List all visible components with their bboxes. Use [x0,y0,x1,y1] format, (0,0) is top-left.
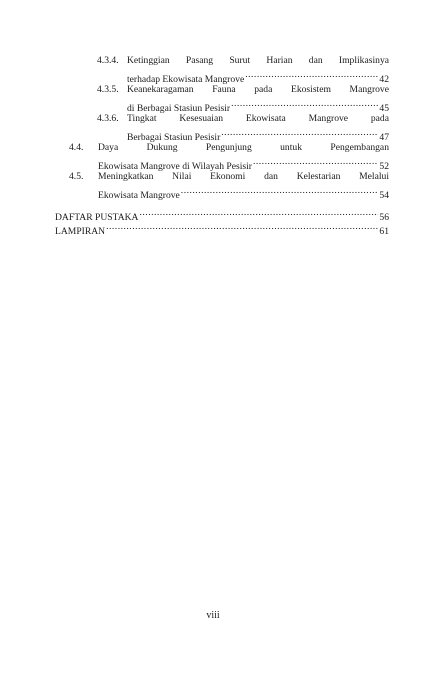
toc-entry-title-line2: di Berbagai Stasiun Pesisir [127,103,231,114]
page-number: viii [206,610,220,621]
toc-entry-4-3-4[interactable] [97,54,389,85]
toc-entry-number: 4.5. [69,171,84,182]
toc-entry-4-4[interactable] [69,141,389,172]
toc-entry-number: 4.3.4. [97,55,119,66]
toc-entry-title-line1: Meningkatkan Nilai Ekonomi dan Kelestarian Melalui [98,171,389,182]
toc-dot-leader [181,184,379,198]
toc-entry-4-3-6[interactable] [97,112,389,143]
toc-entry-4-3-5[interactable] [97,83,389,114]
toc-entry-4-5[interactable] [69,170,389,201]
toc-dot-leader [221,126,378,140]
toc-entry-number: 4.3.5. [97,84,119,95]
toc-entry-title-line1: Ketinggian Pasang Surut Harian dan Implikasinya [127,55,389,66]
toc-entry-daftar-pustaka[interactable] [55,206,389,223]
toc-entry-title-line2: Ekowisata Mangrove [98,190,180,201]
toc-entry-title: DAFTAR PUSTAKA [55,212,139,223]
toc-entry-page: 47 [379,132,389,143]
toc-entry-page: 42 [379,74,389,85]
toc-entry-title-line1: Daya Dukung Pengunjung untuk Pengembangan [98,142,389,153]
toc-entry-number: 4.3.6. [97,113,119,124]
toc-entry-page: 56 [379,212,389,223]
toc-entry-page: 52 [379,161,389,172]
toc-entry-lampiran[interactable] [55,220,389,237]
toc-entry-page: 61 [379,226,389,237]
toc-entry-title-line2: Berbagai Stasiun Pesisir [127,132,221,143]
toc-entry-page: 45 [379,103,389,114]
toc-entry-title-line2: Ekowisata Mangrove di Wilayah Pesisir [98,161,252,172]
toc-entry-page: 54 [379,190,389,201]
toc-dot-leader [231,97,378,111]
toc-entry-title-line2: terhadap Ekowisata Mangrove [127,74,245,85]
toc-entry-title-line1: Tingkat Kesesuaian Ekowisata Mangrove pada [127,113,389,124]
toc-dot-leader [253,155,378,169]
toc-dot-leader [245,68,378,82]
toc-entry-number: 4.4. [69,142,84,153]
toc-dot-leader [106,220,378,234]
toc-dot-leader [140,206,379,220]
toc-entry-title-line1: Keanekaragaman Fauna pada Ekosistem Mangrove [127,84,389,95]
toc-entry-title: LAMPIRAN [55,226,106,237]
